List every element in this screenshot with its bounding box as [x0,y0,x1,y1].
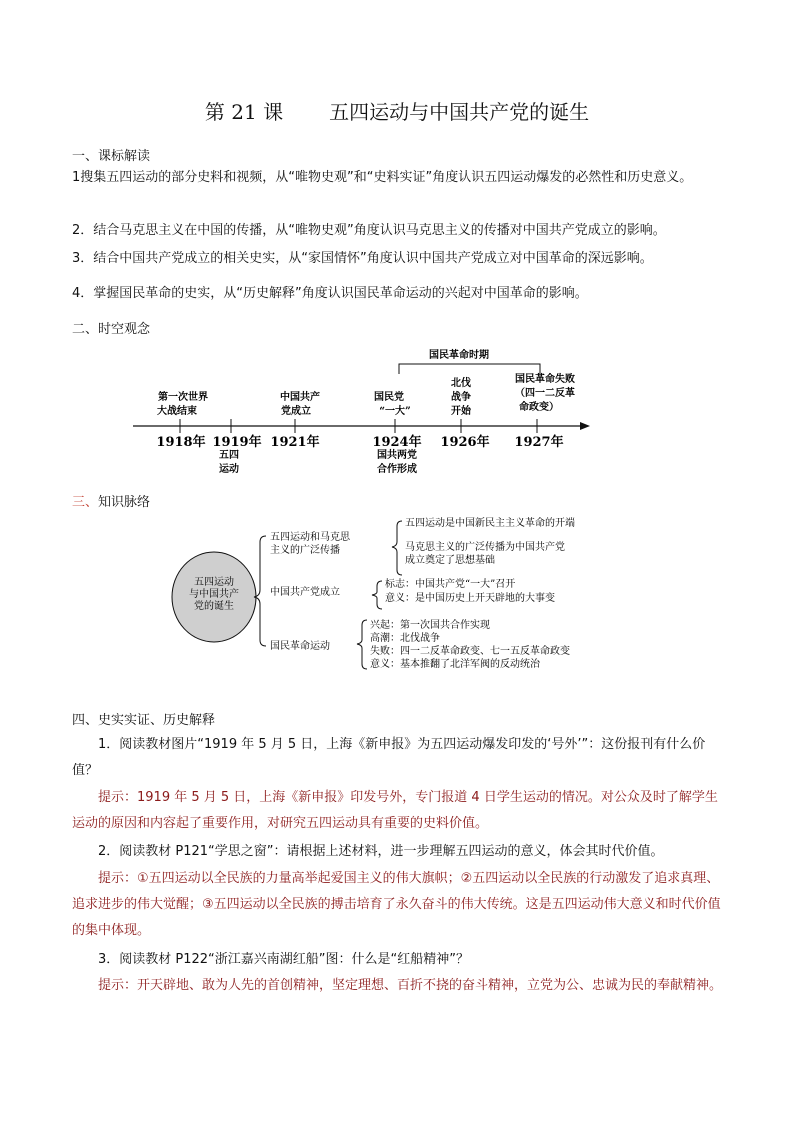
year-1921: 1921年 [270,435,320,450]
branch2-detail-1: 标志：中国共产党“一大”召开 [385,579,516,590]
event-northern-2: 战争 [451,392,471,403]
center-line-2: 与中国共产 [189,589,239,600]
event-may4-1: 五四 [219,450,239,461]
event-wwi-2: 大战结束 [157,406,197,417]
event-kmt-2: “一大” [379,406,411,417]
branch3-label: 国民革命运动 [270,641,330,652]
event-kmt-1: 国民党 [374,392,404,403]
year-1926: 1926年 [440,435,490,450]
event-northern-1: 北伐 [451,378,471,389]
branch3-detail-2: 高潮：北伐战争 [370,633,440,644]
brace-3 [357,620,367,669]
branch1-label-2: 主义的广泛传播 [270,545,340,556]
center-line-3: 党的诞生 [194,601,234,612]
knowledge-map [170,512,670,677]
event-cpc-1: 中国共产 [280,392,320,403]
event-coop-2: 合作形成 [377,464,417,475]
branch1-detail-1: 五四运动是中国新民主主义革命的开端 [405,518,575,529]
branch2-label: 中国共产党成立 [270,587,340,598]
brace-2 [372,581,382,609]
year-1927: 1927年 [514,435,564,450]
year-1918: 1918年 [156,435,206,450]
section4-heading: 四、史实实证、历史解释 [72,713,216,728]
year-1924: 1924年 [372,435,422,450]
section3-heading [72,491,150,510]
section1-item-1: 1搜集五四运动的部分史料和视频，从“唯物史观”和“史料实证”角度认识五四运动爆发的必然性和历史意义。 [72,170,693,185]
year-1919: 1919年 [212,435,262,450]
answer-2: 提示：①五四运动以全民族的力量高举起爱国主义的伟大旗帜；②五四运动以全民族的行动激发了追求真理、追求进步的伟大觉醒；③五四运动以全民族的搏击培育了永久奋斗的伟大传统。这是五四运动伟大意义和时代价值的集中体现。 [72,871,721,938]
event-cpc-2: 党成立 [281,406,311,417]
event-coop-1: 国共两党 [377,450,417,461]
branch2-detail-2: 意义：是中国历史上开天辟地的大事变 [385,593,555,604]
lesson-number: 第 21 课 [204,100,284,124]
question-1: 1．阅读教材图片“1919 年 5 月 5 日，上海《新申报》为五四运动爆发印发的‘号外’”：这份报刊有什么价值？ [72,737,706,778]
section1-item-3: 3．结合中国共产党成立的相关史实，从“家国情怀”角度认识中国共产党成立对中国革命的深远影响。 [72,251,653,266]
branch1-detail-3: 成立奠定了思想基础 [405,555,495,566]
timeline-arrow [580,422,590,430]
event-wwi-1: 第一次世界 [158,392,208,403]
center-line-1: 五四运动 [194,577,234,588]
question-2: 2．阅读教材 P121“学思之窗”：请根据上述材料，进一步理解五四运动的意义，体会其时代价值。 [98,844,664,859]
branch3-detail-1: 兴起：第一次国共合作实现 [370,620,490,631]
section1-item-2: 2．结合马克思主义在中国的传播，从“唯物史观”角度认识马克思主义的传播对中国共产党成立的影响。 [72,223,666,238]
event-failure-2: （四一二反革 [515,388,575,399]
branch1-detail-2: 马克思主义的广泛传播为中国共产党 [405,542,565,553]
event-failure-3: 命政变） [519,402,559,413]
answer-3: 提示：开天辟地、敢为人先的首创精神，坚定理想、百折不挠的奋斗精神，立党为公、忠诚为民的奉献精神。 [98,978,723,993]
lesson-name: 五四运动与中国共产党的诞生 [329,100,590,124]
event-failure-1: 国民革命失败 [515,374,575,385]
section1-heading: 一、课标解读 [72,149,151,164]
branch3-detail-3: 失败：四一二反革命政变、七一五反革命政变 [370,646,570,657]
period-label: 国民革命时期 [429,350,489,361]
section2-heading: 二、时空观念 [72,322,151,337]
event-northern-3: 开始 [451,406,471,417]
event-may4-2: 运动 [219,464,239,475]
question-3: 3．阅读教材 P122“浙江嘉兴南湖红船”图：什么是“红船精神”？ [98,952,469,967]
section3-heading-text: 知识脉络 [98,495,151,510]
answer-1: 提示：1919 年 5 月 5 日，上海《新申报》印发号外，专门报道 4 日学生运动的情况。对公众及时了解学生运动的原因和内容起了重要作用，对研究五四运动具有重要的史料价值。 [72,790,718,831]
lesson-title [0,96,794,125]
timeline-diagram [125,338,595,488]
section3-heading-num: 三、 [72,495,99,510]
branch3-detail-4: 意义：基本推翻了北洋军阀的反动统治 [370,659,540,670]
branch1-label-1: 五四运动和马克思 [270,532,350,543]
brace-1 [392,521,402,575]
period-bracket [399,364,540,374]
section1-item-4: 4．掌握国民革命的史实，从“历史解释”角度认识国民革命运动的兴起对中国革命的影响。 [72,286,588,301]
